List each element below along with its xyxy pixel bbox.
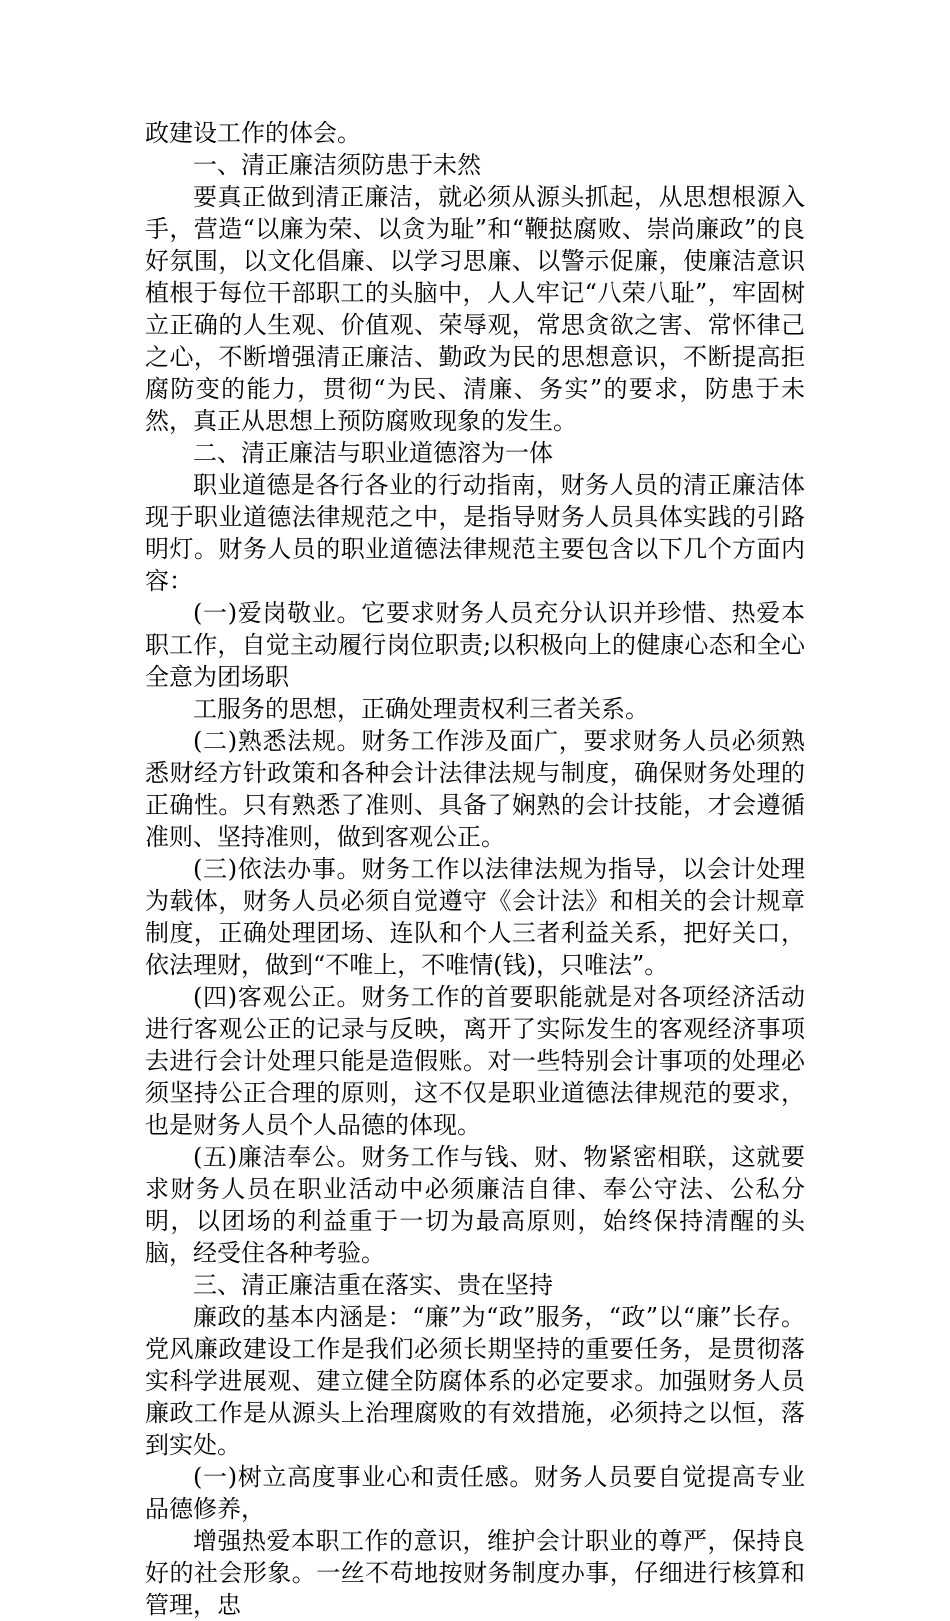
section-heading-2: 二、清正廉洁与职业道德溶为一体 <box>193 439 553 467</box>
paragraph-section-3-intro: 廉政的基本内涵是：“廉”为“政”服务，“政”以“廉”长存。党风廉政建设工作是我们必须长期坚持的重要任务，是贯彻落实科学进展观、建立健全防腐体系的必定要求。加强财务人员廉政工作是从源头上治理腐败的有效措施，必须持之以恒，落到实处。 <box>145 1303 805 1459</box>
paragraph-item-2: (二)熟悉法规。财务工作涉及面广，要求财务人员必须熟悉财经方针政策和各种会计法律法规与制度，确保财务处理的正确性。只有熟悉了准则、具备了娴熟的会计技能，才会遵循准则、坚持准则，做到客观公正。 <box>145 727 805 851</box>
paragraph-intro-tail: 政建设工作的体会。 <box>145 119 361 147</box>
document-page <box>145 117 805 1621</box>
section-heading-3: 三、清正廉洁重在落实、贵在坚持 <box>193 1271 553 1299</box>
paragraph-sub-item-1-continued: 增强热爱本职工作的意识，维护会计职业的尊严，保持良好的社会形象。一丝不苟地按财务制度办事，仔细进行核算和管理，忠 <box>145 1527 805 1619</box>
paragraph-item-1: (一)爱岗敬业。它要求财务人员充分认识并珍惜、热爱本职工作，自觉主动履行岗位职责;以积极向上的健康心态和全心全意为团场职 <box>145 599 805 691</box>
section-heading-1: 一、清正廉洁须防患于未然 <box>193 151 481 179</box>
paragraph-item-3: (三)依法办事。财务工作以法律法规为指导，以会计处理为载体，财务人员必须自觉遵守《会计法》和相关的会计规章制度，正确处理团场、连队和个人三者利益关系，把好关口，依法理财，做到“不唯上，不唯情(钱)，只唯法”。 <box>145 855 805 979</box>
paragraph-section-2-intro: 职业道德是各行各业的行动指南，财务人员的清正廉洁体现于职业道德法律规范之中，是指导财务人员具体实践的引路明灯。财务人员的职业道德法律规范主要包含以下几个方面内容： <box>145 471 805 595</box>
paragraph-section-1: 要真正做到清正廉洁，就必须从源头抓起，从思想根源入手，营造“以廉为荣、以贪为耻”和“鞭挞腐败、崇尚廉政”的良好氛围，以文化倡廉、以学习思廉、以警示促廉，使廉洁意识植根于每位干部职工的头脑中，人人牢记“八荣八耻”，牢固树立正确的人生观、价值观、荣辱观，常思贪欲之害、常怀律己之心，不断增强清正廉洁、勤政为民的思想意识，不断提高拒腐防变的能力，贯彻“为民、清廉、务实”的要求，防患于未然，真正从思想上预防腐败现象的发生。 <box>145 183 805 435</box>
paragraph-sub-item-1: (一)树立高度事业心和责任感。财务人员要自觉提高专业品德修养， <box>145 1463 805 1523</box>
paragraph-item-4: (四)客观公正。财务工作的首要职能就是对各项经济活动进行客观公正的记录与反映，离开了实际发生的客观经济事项去进行会计处理只能是造假账。对一些特别会计事项的处理必须坚持公正合理的原则，这不仅是职业道德法律规范的要求，也是财务人员个人品德的体现。 <box>145 983 805 1139</box>
paragraph-item-5: (五)廉洁奉公。财务工作与钱、财、物紧密相联，这就要求财务人员在职业活动中必须廉洁自律、奉公守法、公私分明，以团场的利益重于一切为最高原则，始终保持清醒的头脑，经受住各种考验。 <box>145 1143 805 1267</box>
paragraph-item-1-continued: 工服务的思想，正确处理责权利三者关系。 <box>193 695 649 723</box>
